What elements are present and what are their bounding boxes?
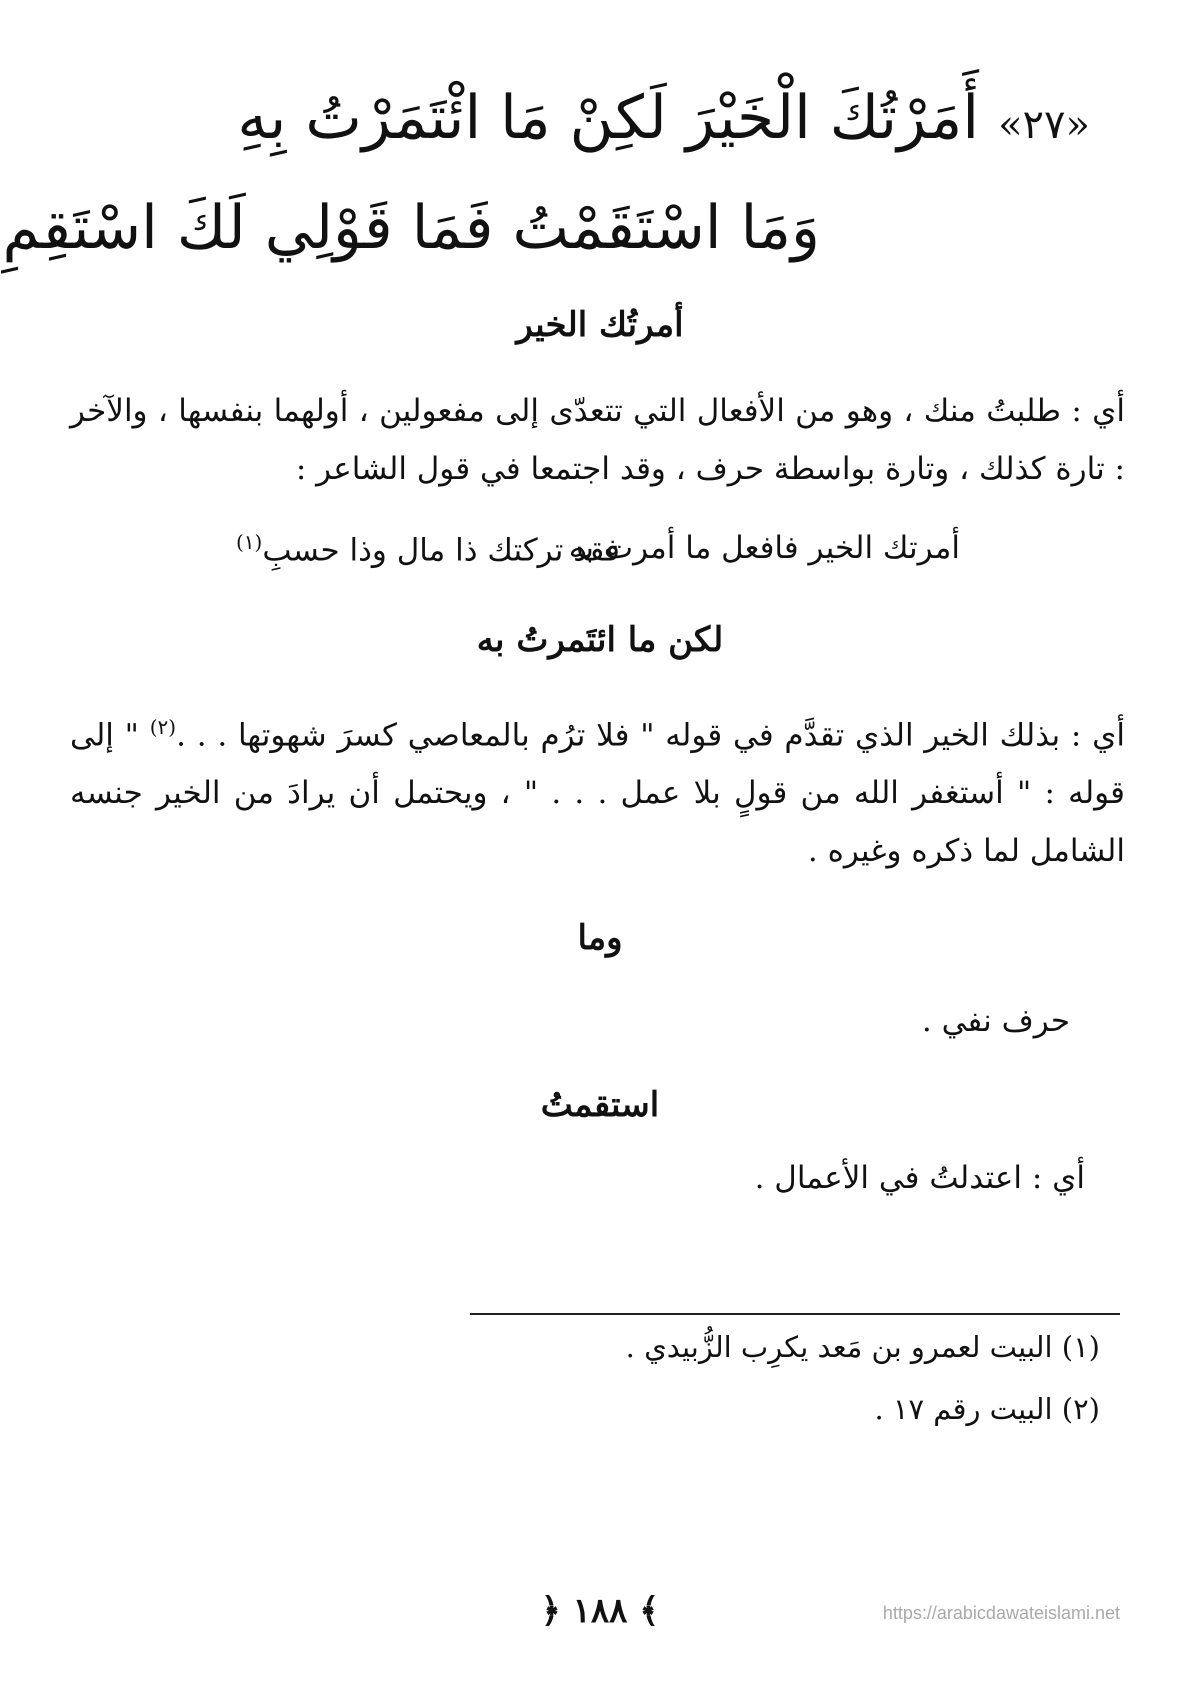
footnote-divider — [470, 1313, 1120, 1315]
verse-line-1 — [120, 78, 1090, 165]
verse-number: «٢٧» — [998, 102, 1090, 148]
paragraph-1: أي : طلبتُ منك ، وهو من الأفعال التي تتعدّى إلى مفعولين ، أولهما بنفسها ، والآخر : تارة كذلك ، وتارة بواسطة حرف ، وقد اجتمعا في قول الشاعر : — [70, 393, 1125, 487]
verse-line-2: وَمَا اسْتَقَمْتُ فَمَا قَوْلِي لَكَ اسْتَقِمِ — [2, 193, 820, 263]
section-heading-2: لكن ما ائتَمرتُ به — [476, 620, 724, 660]
poem-hemistich-2-text: فقد تركتك ذا مال وذا حسبِ — [262, 532, 620, 569]
paragraph-2-text-b: " إلى قوله : " أستغفر الله من قولٍ بلا عمل . . . " ، ويحتمل أن يرادَ من الخير جنسه الشامل لما ذكره وغيره . — [70, 717, 1125, 870]
footnote-ref-1: (١) — [235, 530, 263, 554]
verse-line-1-text: أَمَرْتُكَ الْخَيْرَ لَكِنْ مَا ائْتَمَرْتُ بِهِ — [237, 83, 979, 153]
poem-hemistich-1: أمرتك الخير فافعل ما أمرت به — [568, 530, 960, 566]
watermark-url: https://arabicdawateislami.net — [882, 1603, 1120, 1623]
poem-hemistich-2 — [236, 530, 620, 568]
section-heading-4: استقمتُ — [540, 1085, 660, 1125]
footnote-ref-2: (٢) — [149, 715, 177, 739]
paragraph-2 — [70, 698, 1125, 880]
page-number: ﴿ ١٨٨ ﴾ — [540, 1591, 660, 1631]
paragraph-3: حرف نفي . — [921, 1003, 1070, 1039]
footnote-2: (٢) البيت رقم ١٧ . — [874, 1392, 1100, 1426]
section-heading-3: وما — [577, 918, 623, 958]
footnote-1: (١) البيت لعمرو بن مَعد يكرِب الزُّبيدي . — [625, 1330, 1100, 1364]
section-heading-1: أمرتُك الخير — [516, 305, 684, 345]
paragraph-2-text-a: أي : بذلك الخير الذي تقدَّم في قوله " فلا ترُم بالمعاصي كسرَ شهوتها . . . — [176, 717, 1125, 754]
paragraph-4: أي : اعتدلتُ في الأعمال . — [754, 1160, 1085, 1196]
